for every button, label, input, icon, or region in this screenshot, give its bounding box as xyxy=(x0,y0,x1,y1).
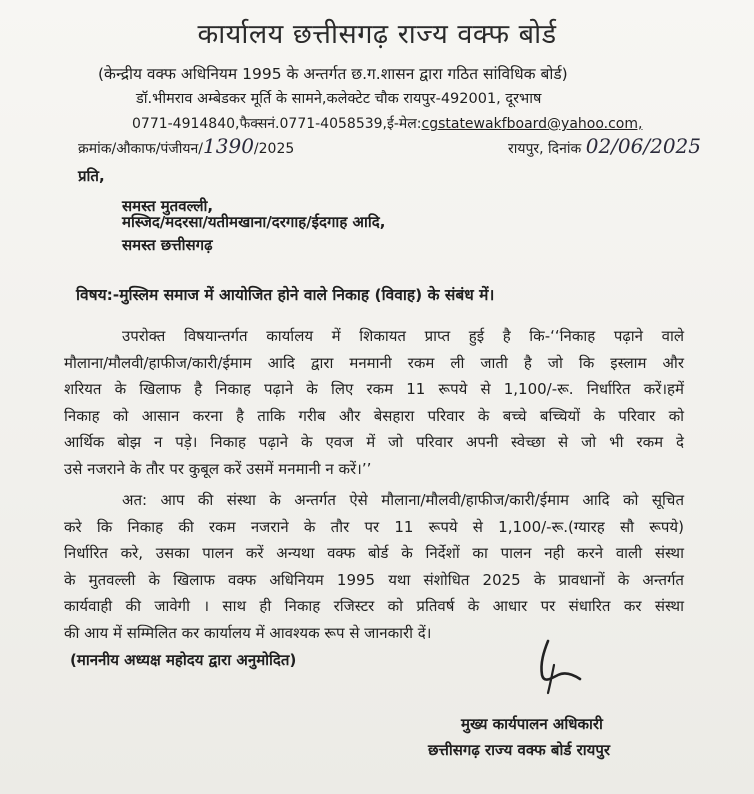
statutory-line: (केन्द्रीय वक्फ अधिनियम 1995 के अन्तर्गत छ.ग.शासन द्वारा गठित सांविधिक बोर्ड) xyxy=(98,65,568,83)
paragraph-line: निकाह को आसान करना है ताकि गरीब और बेसहारा परिवार के बच्चे बच्चियों के परिवार को xyxy=(64,406,684,425)
recipient-line-1: समस्त मुतवल्ली, xyxy=(122,197,214,215)
paragraph-complaint xyxy=(64,323,684,482)
subject-line: विषय:-मुस्लिम समाज में आयोजित होने वाले निकाह (विवाह) के संबंध में। xyxy=(76,286,495,304)
signatory-organization: छत्तीसगढ़ राज्य वक्फ बोर्ड रायपुर xyxy=(428,741,610,759)
paragraph-line: अत: आप की संस्था के अन्तर्गत ऐसे मौलाना/मौलवी/हाफीज/कारी/ईमाम आदि को सूचित xyxy=(122,491,684,509)
reference-number xyxy=(78,134,294,158)
paragraph-line: मौलाना/मौलवी/हाफीज/कारी/ईमाम आदि द्वारा मनमानी रकम ली जाती है जो कि इस्लाम और xyxy=(64,353,684,372)
approval-note: (माननीय अध्यक्ष महोदय द्वारा अनुमोदित) xyxy=(70,651,297,669)
handwritten-date: 02/06/2025 xyxy=(585,134,701,158)
place-date xyxy=(508,134,701,158)
email-link[interactable]: cgstatewakfboard@yahoo.com, xyxy=(421,116,643,132)
paragraph-line: कार्यवाही की जावेगी । साथ ही निकाह रजिस्टर को प्रतिवर्ष के आधार पर संधारित कर संस्था xyxy=(64,597,684,615)
paragraph-line: शरियत के खिलाफ है निकाह पढ़ाने के लिए रकम 11 रूपये से 1,100/-रू. निर्धारित करें।हमें xyxy=(64,380,684,398)
reference-year: /2025 xyxy=(253,141,295,157)
city-label: रायपुर, दिनांक xyxy=(508,141,582,157)
phone-fax: 0771-4914840,फैक्सनं.0771-4058539,ई-मेल: xyxy=(132,116,422,132)
address-line: डॉ.भीमराव अम्बेडकर मूर्ति के सामने,कलेक्टेट चौक रायपुर-492001, दूरभाष xyxy=(136,91,542,107)
recipient-line-2: मस्जिद/मदरसा/यतीमखाना/दरगाह/ईदगाह आदि, xyxy=(122,213,386,231)
reference-prefix: क्रमांक/औकाफ/पंजीयन/ xyxy=(78,141,204,157)
paragraph-line: के मुतवल्ली के खिलाफ वक्फ अधिनियम 1995 यथा संशोधित 2025 के प्रावधानों के अन्तर्गत xyxy=(64,570,684,589)
paragraph-line: आर्थिक बोझ न पड़े। निकाह पढ़ाने के एवज में जो परिवार अपनी स्वेच्छा से जो भी रकम दे xyxy=(64,433,684,451)
signature-mark xyxy=(530,635,590,695)
contact-line xyxy=(132,114,642,133)
paragraph-line: निर्धारित करे, उसका पालन करें अन्यथा वक्फ बोर्ड के निर्देशों का पालन नही करने वाली संस्था xyxy=(64,544,684,562)
recipient-label: प्रति, xyxy=(78,167,105,185)
paragraph-line: करे कि निकाह की रकम नजराने के तौर पर 11 रूपये से 1,100/-रू.(ग्यारह सौ रूपये) xyxy=(64,517,684,536)
reference-handwritten-number: 1390 xyxy=(203,134,254,158)
signatory-designation: मुख्य कार्यपालन अधिकारी xyxy=(461,715,603,733)
paragraph-line: उसे नजराने के तौर पर कुबूल करें उसमें मनमानी न करें।’’ xyxy=(64,459,372,478)
office-title: कार्यालय छत्तीसगढ़ राज्य वक्फ बोर्ड xyxy=(197,19,557,50)
paragraph-instruction xyxy=(64,487,684,646)
paragraph-line: की आय में सम्मिलित कर कार्यालय में आवश्यक रूप से जानकारी दें। xyxy=(64,623,432,642)
paragraph-line: उपरोक्त विषयान्तर्गत कार्यालय में शिकायत प्राप्त हुई है कि-‘‘निकाह पढ़ाने वाले xyxy=(122,327,684,345)
recipient-line-3: समस्त छत्तीसगढ़ xyxy=(122,236,213,254)
